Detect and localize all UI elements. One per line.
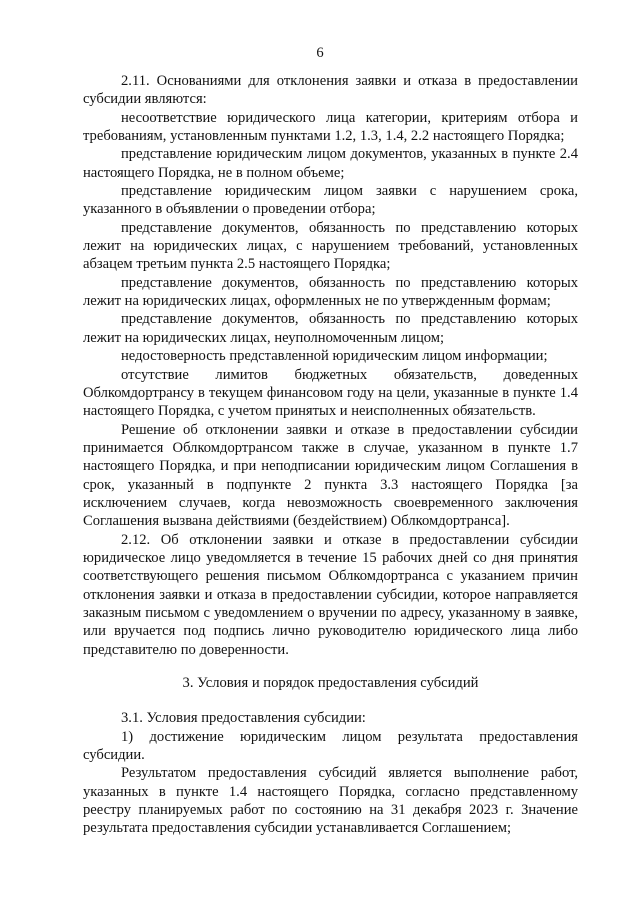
paragraph-2-12-notification: 2.12. Об отклонении заявки и отказе в предоставлении субсидии юридическое лицо уведомляется в течение 15 рабочих дней со дня принятия соответствующего решения письмом Облкомдортранса с указанием причин отклонения заявки и отказа в предоставлении субсидии, которое направляется заказным письмом с уведомлением о вручении по адресу, указанному в заявке, или вручается под подпись лично руководителю юридического лица либо представителю по доверенности.	[83, 531, 578, 658]
paragraph-3-1-conditions: 3.1. Условия предоставления субсидии:	[121, 710, 366, 727]
list-item-requirements-violation: представление документов, обязанность по представлению которых лежит на юридических лицах, с нарушением требований, установленных абзацем третьим пункта 2.5 настоящего Порядка;	[83, 219, 578, 273]
list-item-incomplete-documents: представление юридическим лицом документов, указанных в пункте 2.4 настоящего Порядка, не в полном объеме;	[83, 146, 578, 181]
section-heading: 3. Условия и порядок предоставления субсидий	[182, 675, 479, 691]
page-number: 6	[316, 45, 324, 61]
paragraph-result-definition: Результатом предоставления субсидий является выполнение работ, указанных в пункте 1.4 настоящего Порядка, согласно представленному реестру планируемых работ по состоянию на 31 декабря 2023 г. Значение результата предоставления субсидии устанавливается Соглашением;	[83, 765, 578, 837]
list-item-category-mismatch: несоответствие юридического лица категории, критериям отбора и требованиям, установленным пунктами 1.2, 1.3, 1.4, 2.2 настоящего Порядка;	[83, 109, 578, 145]
list-item-no-budget-limits: отсутствие лимитов бюджетных обязательств, доведенных Облкомдортрансу в текущем финансовом году на цели, указанные в пункте 1.4 настоящего Порядка, с учетом принятых и неисполненных обязательств.	[83, 366, 578, 420]
list-item-unauthorized-person: представление документов, обязанность по представлению которых лежит на юридических лицах, неуполномоченным лицом;	[83, 311, 578, 346]
document-body	[83, 72, 578, 838]
list-item-result-achievement: 1) достижение юридическим лицом результата предоставления субсидии.	[83, 728, 578, 764]
list-item-late-application: представление юридическим лицом заявки с нарушением срока, указанного в объявлении о проведении отбора;	[83, 183, 578, 218]
list-item-wrong-forms: представление документов, обязанность по представлению которых лежит на юридических лицах, оформленных не по утвержденным формам;	[83, 274, 578, 310]
list-item-false-information: недостоверность представленной юридическим лицом информации;	[121, 348, 548, 365]
paragraph-rejection-decision: Решение об отклонении заявки и отказе в предоставлении субсидии принимается Облкомдортрансом также в случае, указанном в пункте 1.7 настоящего Порядка, и при неподписании юридическим лицом Соглашения в срок, указанный в подпункте 2 пункта 3.3 настоящего Порядка [за исключением случаев, когда невозможность своевременного заключения Соглашения вызвана действиями (бездействием) Облкомдортранса].	[83, 421, 578, 530]
paragraph-2-11-intro: 2.11. Основаниями для отклонения заявки и отказа в предоставлении субсидии являются:	[83, 73, 578, 108]
